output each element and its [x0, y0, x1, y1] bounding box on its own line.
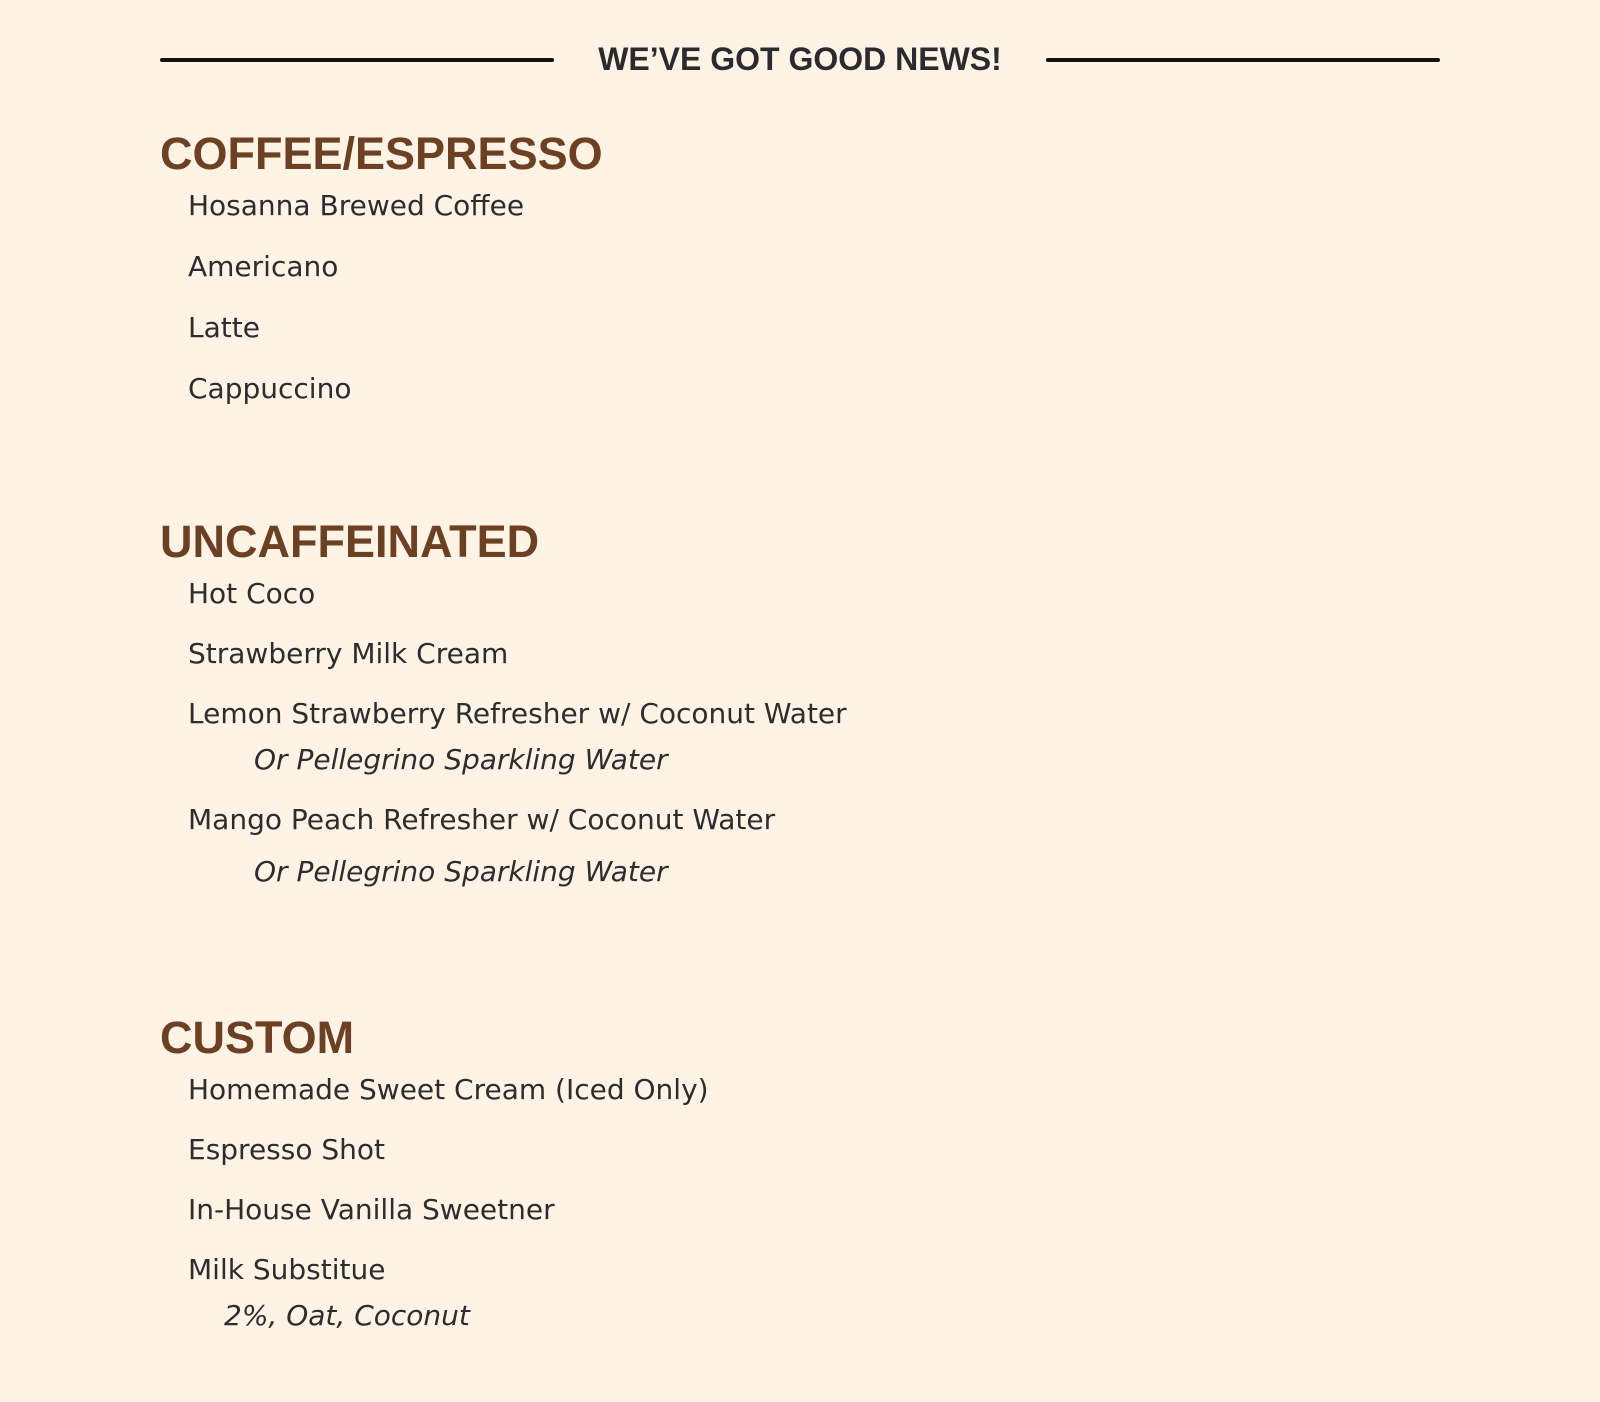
menu-item-name: Latte	[188, 311, 260, 344]
menu-item	[188, 1192, 709, 1252]
menu-item-note: 2%, Oat, Coconut	[224, 1299, 470, 1332]
menu-item	[188, 696, 847, 802]
menu-item-name: Lemon Strawberry Refresher w/ Coconut Water	[188, 697, 847, 730]
menu-item-name: Espresso Shot	[188, 1133, 386, 1166]
menu-item	[188, 1072, 709, 1132]
banner	[160, 36, 1440, 82]
menu-item-note: Or Pellegrino Sparkling Water	[254, 855, 668, 888]
menu-item-name: Cappuccino	[188, 372, 352, 405]
menu-item	[188, 802, 847, 908]
banner-right-rule	[1046, 58, 1440, 62]
menu-list	[160, 1072, 709, 1334]
menu-item	[188, 310, 603, 371]
section-custom	[160, 1010, 709, 1334]
menu-item-name: Strawberry Milk Cream	[188, 637, 509, 670]
menu-item	[188, 1132, 709, 1192]
menu-list	[160, 188, 603, 432]
banner-left-rule	[160, 58, 554, 62]
section-heading: UNCAFFEINATED	[160, 516, 540, 567]
menu-item	[188, 249, 603, 310]
menu-item-name: Hosanna Brewed Coffee	[188, 189, 525, 222]
menu-item-name: In-House Vanilla Sweetner	[188, 1193, 555, 1226]
banner-title: WE’VE GOT GOOD NEWS!	[598, 41, 1002, 77]
menu-item	[188, 576, 847, 636]
menu-item-name: Milk Substitue	[188, 1253, 386, 1286]
menu-list	[160, 576, 847, 908]
menu-item-name: Americano	[188, 250, 339, 283]
section-heading: COFFEE/ESPRESSO	[160, 128, 603, 179]
menu-item	[188, 636, 847, 696]
menu-item	[188, 371, 603, 432]
menu-item-name: Mango Peach Refresher w/ Coconut Water	[188, 803, 776, 836]
menu-item-note: Or Pellegrino Sparkling Water	[254, 743, 668, 776]
menu-item-name: Hot Coco	[188, 577, 316, 610]
menu-item	[188, 1252, 709, 1334]
section-heading: CUSTOM	[160, 1012, 355, 1063]
section-coffee-espresso	[160, 126, 603, 432]
menu-item	[188, 188, 603, 249]
menu-item-name: Homemade Sweet Cream (Iced Only)	[188, 1073, 709, 1106]
section-uncaffeinated	[160, 514, 847, 908]
